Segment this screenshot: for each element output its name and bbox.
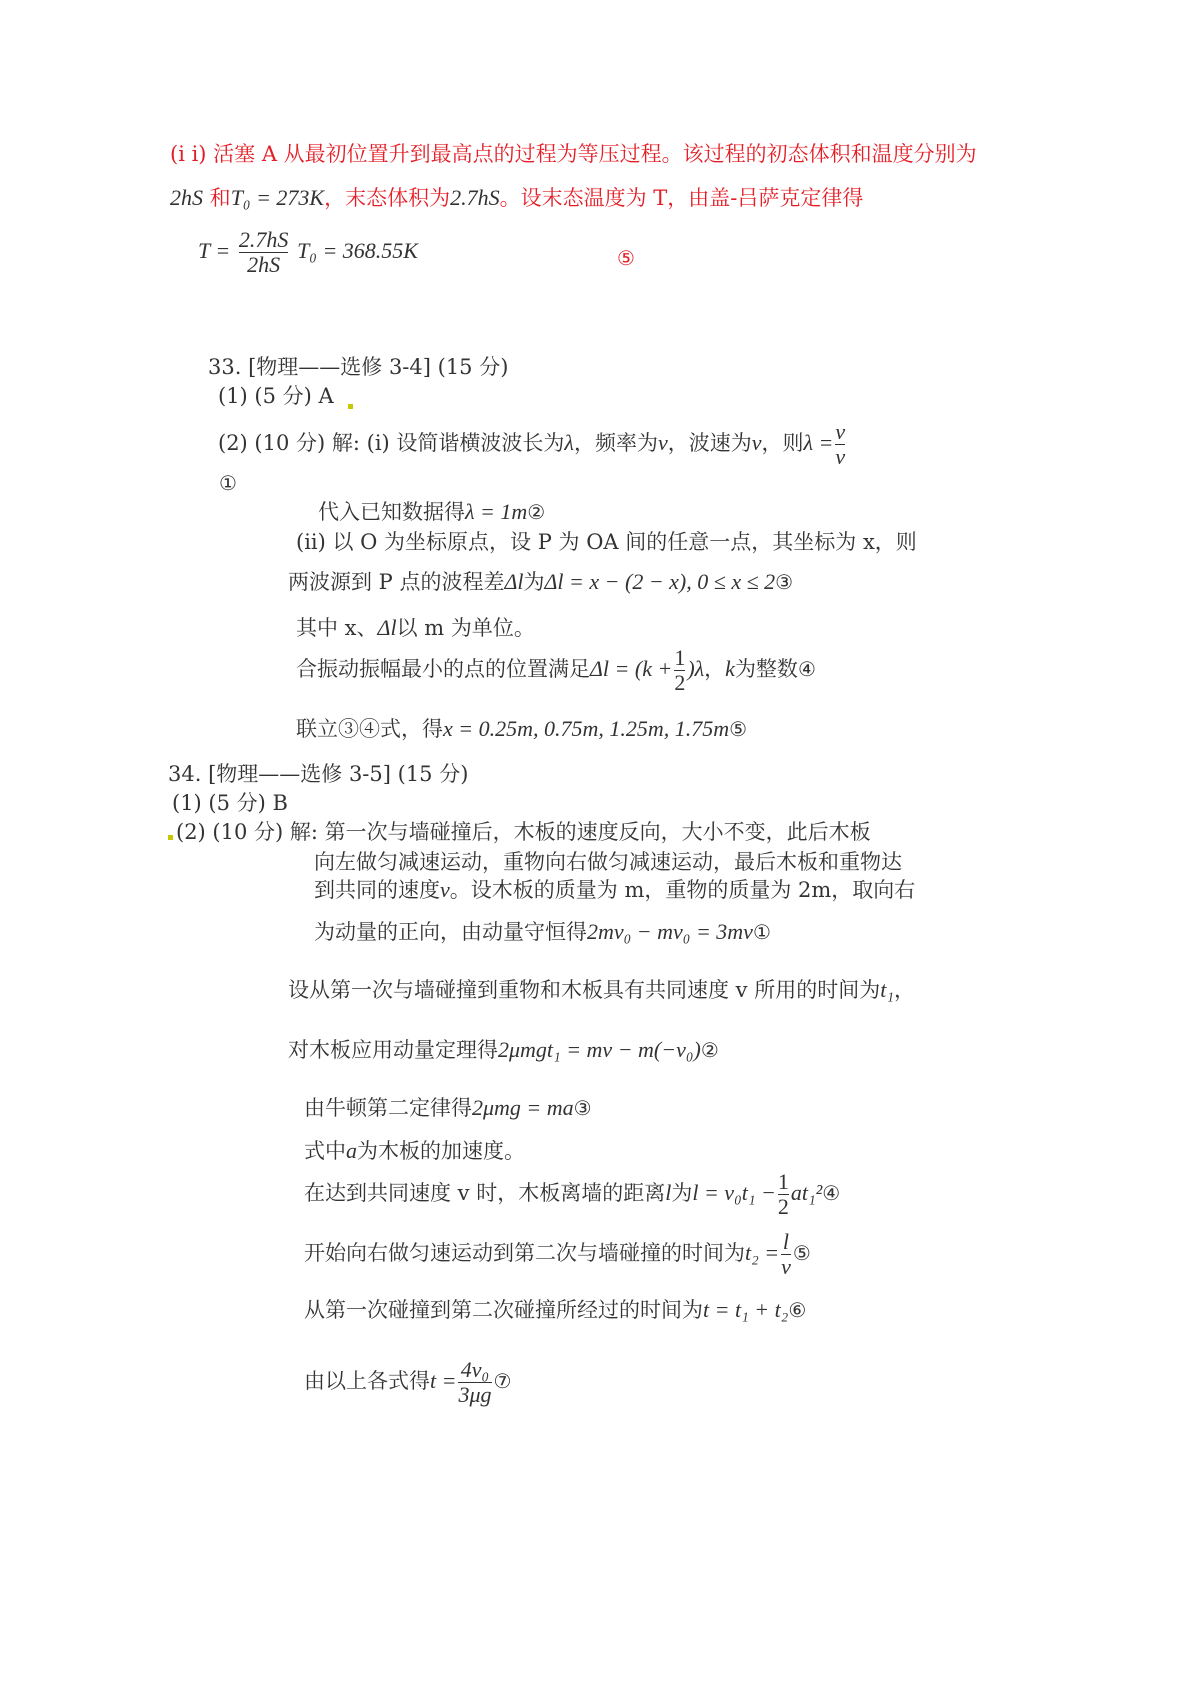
math: 2μmg = ma	[472, 1095, 574, 1120]
q34-part3: 向左做匀减速运动，重物向右做匀减速运动，最后木板和重物达	[314, 850, 902, 874]
q33-part6	[296, 614, 535, 642]
text: (2) (10 分) 解: (i) 设简谐横波波长为	[218, 431, 565, 455]
q34-part9	[304, 1137, 525, 1165]
text: 开始向右做匀速运动到第二次与墙碰撞的时间为	[304, 1241, 745, 1265]
math: x = 0.25m, 0.75m, 1.25m, 1.75m	[443, 716, 730, 741]
q34-part4	[314, 876, 915, 904]
equation-mark: ④	[797, 657, 816, 681]
math: t =	[430, 1368, 457, 1393]
equation-mark: ⑤	[792, 1241, 811, 1265]
equation-mark: ⑥	[788, 1298, 807, 1322]
equation-mark: ③	[573, 1096, 592, 1120]
text: 由以上各式得	[304, 1369, 430, 1393]
red-line-2	[170, 184, 863, 212]
text: 设从第一次与墙碰撞到重物和木板具有共同速度 v 所用的时间为	[288, 978, 881, 1002]
text: 两波源到 P 点的波程差	[288, 570, 505, 594]
q33-part2	[218, 420, 847, 469]
numerator: l	[782, 1229, 790, 1254]
text: 为木板的加速度。	[357, 1139, 525, 1163]
math: T =	[198, 238, 231, 263]
equation-mark: ①	[752, 920, 771, 944]
numerator: 2.7hS	[238, 227, 289, 252]
text: 到共同的速度	[314, 878, 440, 902]
math: Δl = x − (2 − x), 0 ≤ x ≤ 2	[544, 569, 776, 594]
text: 其中 x、	[296, 616, 378, 640]
math: λ	[564, 430, 574, 455]
q33-part7	[296, 646, 816, 695]
q34-part12	[304, 1296, 806, 1324]
q33-title: 33. [物理——选修 3-4] (15 分)	[208, 355, 509, 379]
equation-mark: ⑦	[493, 1369, 512, 1393]
numerator: v	[835, 419, 846, 444]
equation-mark: ⑤	[617, 246, 635, 270]
denominator: 3μg	[458, 1382, 492, 1407]
text: 为	[523, 570, 545, 594]
text: 。设木板的质量为 m，重物的质量为 2m，取向右	[449, 878, 916, 902]
math: 2μmgt₁ = mv − m(−v₀)	[498, 1037, 701, 1062]
math: λ = 1m	[465, 499, 528, 524]
denominator: 2	[777, 1194, 789, 1219]
red-line-1	[170, 140, 977, 168]
math: at₁²	[790, 1180, 823, 1205]
text: 由牛顿第二定律得	[304, 1096, 472, 1120]
q33-part5	[288, 568, 793, 596]
numerator: 1	[777, 1169, 789, 1194]
text: ，	[704, 657, 726, 681]
math: 2mv₀ − mv₀ = 3mv	[587, 919, 753, 944]
math: Δl = (k +	[590, 656, 673, 681]
math: t₂ =	[745, 1240, 780, 1265]
text: 合振动振幅最小的点的位置满足	[296, 657, 590, 681]
text: 对木板应用动量定理得	[288, 1038, 498, 1062]
q34-part1: (1) (5 分) B	[172, 791, 288, 815]
math: )λ	[687, 656, 705, 681]
denominator: v	[781, 1254, 791, 1279]
text: 。设末态温度为 T，由盖-吕萨克定律得	[499, 186, 864, 210]
math: T₀ = 368.55K	[297, 238, 418, 263]
q33-part4: (ii) 以 O 为坐标原点，设 P 为 OA 间的任意一点，其坐标为 x，则	[296, 530, 917, 554]
text: 联立③④式，得	[296, 717, 443, 741]
numerator: 4v₀	[460, 1357, 490, 1382]
numerator: 1	[674, 645, 686, 670]
denominator: ν	[835, 444, 846, 469]
fraction	[458, 1358, 491, 1407]
yellow-mark	[348, 404, 353, 409]
text: 式中	[304, 1139, 346, 1163]
equation-mark: ⑤	[729, 717, 748, 741]
q34-title: 34. [物理——选修 3-5] (15 分)	[168, 762, 469, 786]
text: ，	[893, 978, 915, 1002]
text: 和	[203, 186, 231, 210]
equation-mark: ④	[822, 1181, 841, 1205]
math: l = v₀t₁ −	[692, 1180, 776, 1205]
q34-part11	[304, 1230, 811, 1279]
math: v	[440, 877, 450, 902]
text: 为	[671, 1181, 693, 1205]
fraction	[835, 420, 845, 469]
fraction	[674, 646, 685, 695]
fraction	[781, 1230, 791, 1279]
math: Δl	[377, 615, 397, 640]
q33-part8	[296, 715, 747, 743]
q34-part7	[288, 1036, 719, 1064]
q34-part10	[304, 1170, 840, 1219]
text: (i i) 活塞 A 从最初位置升到最高点的过程为等压过程。该过程的初态体积和温度分别为	[170, 142, 977, 166]
text: 为动量的正向，由动量守恒得	[314, 920, 587, 944]
equation-mark: ①	[219, 471, 237, 495]
denominator: 2	[674, 670, 686, 695]
q34-part2: (2) (10 分) 解: 第一次与墙碰撞后，木板的速度反向，大小不变，此后木板	[176, 820, 871, 844]
text: ，则	[761, 431, 804, 455]
q34-part5	[314, 918, 771, 946]
math: k	[725, 656, 735, 681]
equation-mark: ②	[700, 1038, 719, 1062]
math: 2hS	[170, 185, 203, 210]
text: ，频率为	[573, 431, 658, 455]
text: 从第一次碰撞到第二次碰撞所经过的时间为	[304, 1298, 703, 1322]
q34-part8	[304, 1094, 592, 1122]
text: 在达到共同速度 v 时，木板离墙的距离	[304, 1181, 666, 1205]
fraction	[778, 1170, 789, 1219]
math: t₁	[880, 977, 894, 1002]
q34-part13	[304, 1358, 511, 1407]
text: 代入已知数据得	[318, 500, 465, 524]
math: t = t₁ + t₂	[703, 1297, 789, 1322]
math: ν	[657, 430, 668, 455]
q34-part6	[288, 976, 915, 1004]
text: 为整数	[734, 657, 798, 681]
fraction	[239, 228, 289, 277]
math: T₀ = 273K	[230, 185, 325, 210]
q33-part3	[318, 498, 545, 526]
math: a	[346, 1138, 357, 1163]
math: l	[665, 1180, 672, 1205]
text: ，波速为	[667, 431, 752, 455]
math: v	[751, 430, 762, 455]
text: 以 m 为单位。	[396, 616, 535, 640]
denominator: 2hS	[239, 252, 289, 277]
text: ，末态体积为	[324, 186, 451, 210]
equation-mark: ③	[775, 570, 794, 594]
yellow-mark	[168, 835, 173, 840]
math: λ =	[803, 430, 834, 455]
equation-mark: ②	[527, 500, 546, 524]
red-equation	[198, 228, 418, 277]
q33-part1: (1) (5 分) A	[218, 384, 334, 408]
math: 2.7hS	[450, 185, 500, 210]
math: Δl	[504, 569, 524, 594]
